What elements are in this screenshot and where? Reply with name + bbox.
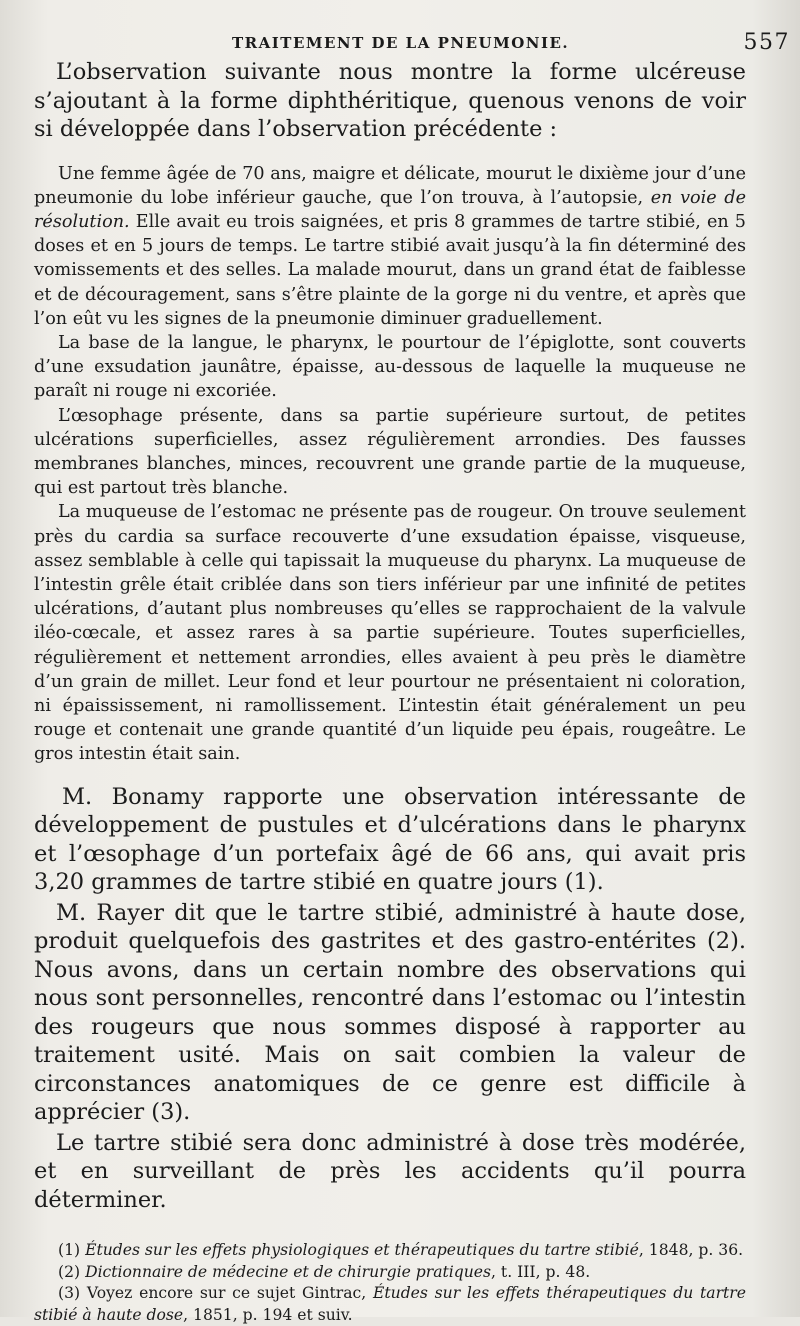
running-title: TRAITEMENT DE LA PNEUMONIE. [232, 34, 570, 52]
footnote-2-rest: , t. III, p. 48. [491, 1262, 591, 1281]
observation-text-after: Elle avait eu trois saignées, et pris 8 grammes de tartre stibié, en 5 doses et en 5 jours de temps. Le tartre stibié avait jusqu’à la fin déterminé des vomissements et des selles. La malade mourut, dans un grand état de faiblesse et de découragement, sans s’être plainte de la gorge ni du ventre, et après que l’on eût vu les signes de la pneumonie diminuer graduellement. [34, 211, 746, 329]
running-head [34, 30, 790, 58]
observation-paragraph-4: La muqueuse de l’estomac ne présente pas de rougeur. On trouve seulement près du cardia sa surface recouverte d’une exsudation épaisse, visqueuse, assez semblable à celle qui tapissait la muqueuse du pharynx. La muqueuse de l’intestin grêle était criblée dans son tiers inférieur par une infinité de petites ulcérations, d’autant plus nombreuses qu’elles se rapprochaient de la valvule iléo-cœcale, et assez rares à sa partie supérieure. Toutes superficielles, régulièrement et nettement arrondies, elles avaient à peu près le diamètre d’un grain de millet. Leur fond et leur pourtour ne présentaient ni coloration, ni épaississement, ni ramollissement. L’intestin était généralement un peu rouge et contenait une grande quantité d’un liquide peu épais, rougeâtre. Le gros intestin était sain. [34, 502, 746, 765]
observation-paragraph-3: L’œsophage présente, dans sa partie supérieure surtout, de petites ulcérations superficielles, assez régulièrement arrondies. Des fausses membranes blanches, minces, recouvrent une grande partie de la muqueuse, qui est partout très blanche. [34, 405, 746, 499]
intro-paragraph: L’observation suivante nous montre la forme ulcéreuse s’ajoutant à la forme diphthéritique, quenous venons de voir si développée dans l’observation précédente : [34, 59, 746, 142]
observation-paragraph-2: La base de la langue, le pharynx, le pourtour de l’épiglotte, sont couverts d’une exsudation jaunâtre, épaisse, au-dessous de laquelle la muqueuse ne paraît ni rouge ni excoriée. [34, 332, 746, 402]
observation-block [34, 162, 746, 767]
footnote-2 [34, 1262, 746, 1284]
page-number: 557 [743, 30, 790, 55]
body-paragraph-3: Le tartre stibié sera donc administré à dose très modérée, et en surveillant de près les accidents qu’il pourra déterminer. [34, 1129, 746, 1213]
footnote-1-title: Études sur les effets physiologiques et thérapeutiques du tartre stibié [85, 1241, 639, 1260]
observation-italic: en voie de résolution. [34, 187, 746, 232]
footnote-2-title: Dictionnaire de médecine et de chirurgie pratiques [85, 1262, 492, 1281]
footnote-3-title: Études sur les effets thérapeutiques du tartre stibié à haute dose [34, 1284, 746, 1324]
footnote-3-before: Voyez encore sur ce sujet Gintrac, [86, 1284, 367, 1303]
footnote-3 [34, 1283, 746, 1326]
footnote-1-mark: (1) [58, 1241, 81, 1260]
footnote-1 [34, 1240, 746, 1262]
footnotes [34, 1240, 746, 1326]
body-block [34, 783, 746, 1215]
footnote-3-mark: (3) [58, 1284, 81, 1303]
body-paragraph-2: M. Rayer dit que le tartre stibié, administré à haute dose, produit quelquefois des gastrites et des gastro-entérites (2). Nous avons, dans un certain nombre des observations qui nous sont personnelles, rencontré dans l’estomac ou l’intestin des rougeurs que nous sommes disposé à rapporter au traitement usité. Mais on sait combien la valeur de circonstances anatomiques de ce genre est difficile à apprécier (3). [34, 899, 746, 1126]
footnote-2-mark: (2) [58, 1262, 81, 1281]
footnote-1-rest: , 1848, p. 36. [638, 1241, 744, 1260]
observation-text-before: Une femme âgée de 70 ans, maigre et délicate, mourut le dixième jour d’une pneumonie du lobe inférieur gauche, que l’on trouva, à l’autopsie, [34, 163, 746, 208]
observation-paragraph-1 [34, 162, 746, 331]
footnote-3-rest: , 1851, p. 194 et suiv. [183, 1305, 353, 1324]
body-paragraph-1: M. Bonamy rapporte une observation intéressante de développement de pustules et d’ulcérations dans le pharynx et l’œsophage d’un portefaix âgé de 66 ans, qui avait pris 3,20 grammes de tartre stibié en quatre jours (1). [34, 783, 746, 896]
